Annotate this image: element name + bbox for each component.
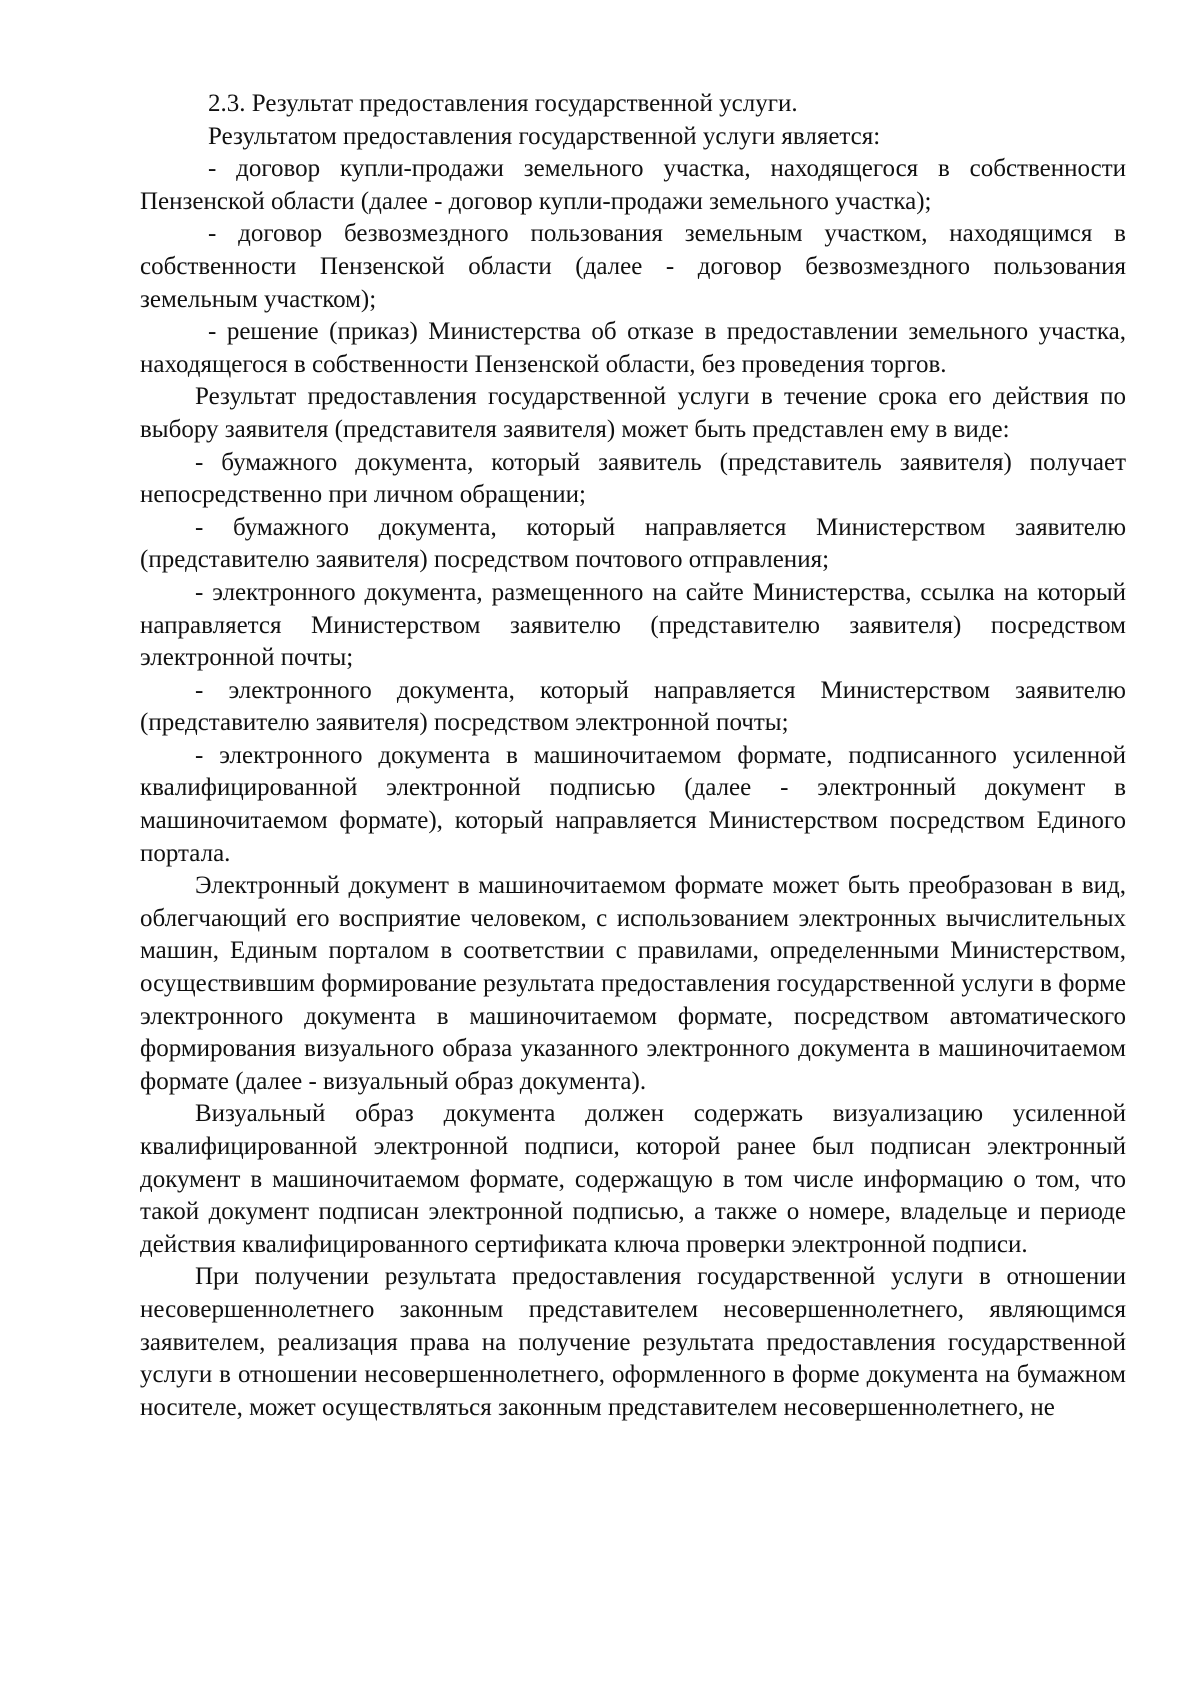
paragraph-paper-by-mail: - бумажного документа, который направляется Министерством заявителю (представителю заявителя) посредством почтового отправления;	[140, 513, 1126, 574]
paragraph-free-use-contract: - договор безвозмездного пользования земельным участком, находящимся в собственности Пензенской области (далее - договор безвозмездного пользования земельным участком);	[140, 220, 1126, 313]
paragraph-electronic-email: - электронного документа, который направляется Министерством заявителю (представителю заявителя) посредством электронной почты;	[140, 676, 1126, 737]
paragraph-visual-signature: Визуальный образ документа должен содержать визуализацию усиленной квалифицированной электронной подписи, которой ранее был подписан электронный документ в машиночитаемом формате, содержащую в том числе информацию о том, что такой документ подписан электронной подписью, а также о номере, владельце и периоде действия квалифицированного сертификата ключа проверки электронной подписи.	[140, 1100, 1126, 1258]
document-page	[140, 88, 1126, 1424]
paragraph-machine-readable: - электронного документа в машиночитаемом формате, подписанного усиленной квалифицированной электронной подписью (далее - электронный документ в машиночитаемом формате), который направляется Министерством посредством Единого портала.	[140, 741, 1126, 867]
section-heading: 2.3. Результат предоставления государственной услуги.	[208, 90, 798, 117]
paragraph-sale-contract: - договор купли-продажи земельного участка, находящегося в собственности Пензенской области (далее - договор купли-продажи земельного участка);	[140, 155, 1126, 215]
paragraph-refusal-decision: - решение (приказ) Министерства об отказе в предоставлении земельного участка, находящегося в собственности Пензенской области, без проведения торгов.	[140, 318, 1126, 378]
paragraph-minor-representative: При получении результата предоставления государственной услуги в отношении несовершеннолетнего законным представителем несовершеннолетнего, являющимся заявителем, реализация права на получение результата предоставления государственной услуги в отношении несовершеннолетнего, оформленного в форме документа на бумажном носителе, может осуществляться законным представителем несовершеннолетнего, не	[140, 1263, 1126, 1421]
paragraph-electronic-link: - электронного документа, размещенного на сайте Министерства, ссылка на который направляется Министерством заявителю (представителю заявителя) посредством электронной почты;	[140, 578, 1126, 672]
paragraph-visual-conversion: Электронный документ в машиночитаемом формате может быть преобразован в вид, облегчающий его восприятие человеком, с использованием электронных вычислительных машин, Единым порталом в соответствии с правилами, определенными Министерством, осуществившим формирование результата предоставления государственной услуги в форме электронного документа в машиночитаемом формате, посредством автоматического формирования визуального образа указанного электронного документа в машиночитаемом формате (далее - визуальный образ документа).	[140, 872, 1126, 1095]
paragraph-paper-in-person: - бумажного документа, который заявитель (представитель заявителя) получает непосредственно при личном обращении;	[140, 448, 1126, 509]
paragraph-result-forms: Результат предоставления государственной услуги в течение срока его действия по выбору заявителя (представителя заявителя) может быть представлен ему в виде:	[140, 383, 1126, 443]
paragraph-result-intro: Результатом предоставления государственной услуги является:	[208, 122, 881, 150]
